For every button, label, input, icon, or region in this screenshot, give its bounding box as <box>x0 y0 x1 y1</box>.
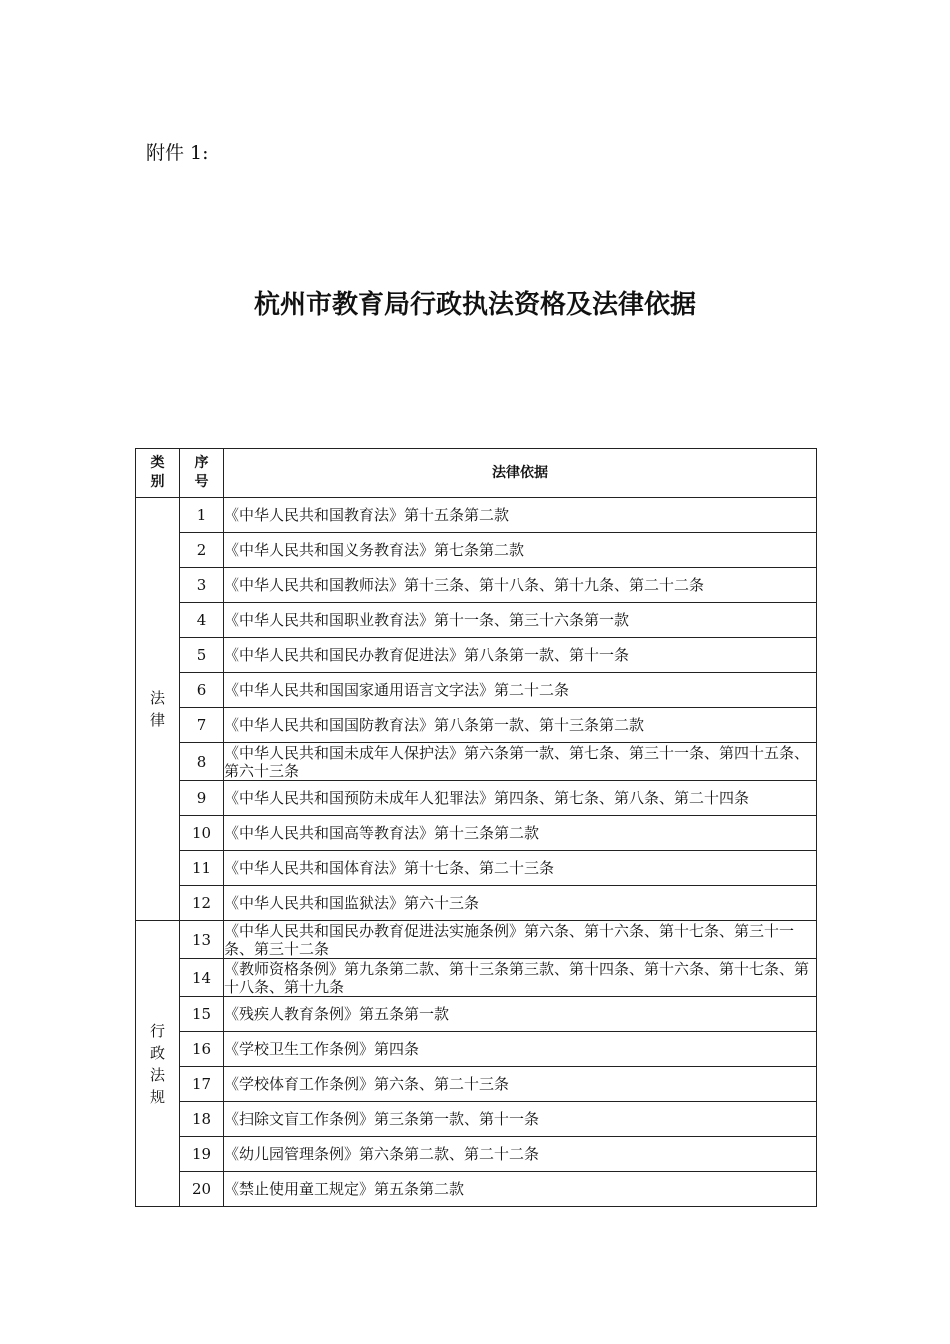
row-number: 18 <box>180 1102 224 1137</box>
category-cell <box>136 921 180 1207</box>
category-char: 政 <box>149 1043 165 1062</box>
row-number: 11 <box>180 851 224 886</box>
row-legal-basis: 《中华人民共和国预防未成年人犯罪法》第四条、第七条、第八条、第二十四条 <box>224 781 817 816</box>
row-number: 17 <box>180 1067 224 1102</box>
header-seq: 序 号 <box>180 449 224 498</box>
table-row <box>136 1172 817 1207</box>
row-legal-basis: 《中华人民共和国未成年人保护法》第六条第一款、第七条、第三十一条、第四十五条、第六十三条 <box>224 743 817 781</box>
table-row <box>136 886 817 921</box>
table-row <box>136 1032 817 1067</box>
table-row <box>136 568 817 603</box>
row-legal-basis: 《中华人民共和国义务教育法》第七条第二款 <box>224 533 817 568</box>
header-basis: 法律依据 <box>224 449 817 498</box>
category-char: 规 <box>149 1087 165 1106</box>
row-legal-basis: 《中华人民共和国国防教育法》第八条第一款、第十三条第二款 <box>224 708 817 743</box>
row-number: 16 <box>180 1032 224 1067</box>
row-number: 14 <box>180 959 224 997</box>
row-legal-basis: 《中华人民共和国高等教育法》第十三条第二款 <box>224 816 817 851</box>
category-char: 法 <box>149 1065 165 1084</box>
page-title: 杭州市教育局行政执法资格及法律依据 <box>253 290 696 320</box>
row-number: 5 <box>180 638 224 673</box>
table-row <box>136 743 817 781</box>
category-char: 行 <box>149 1021 165 1040</box>
table-row <box>136 1067 817 1102</box>
row-legal-basis: 《中华人民共和国教师法》第十三条、第十八条、第十九条、第二十二条 <box>224 568 817 603</box>
legal-basis-table <box>135 448 817 1207</box>
row-number: 4 <box>180 603 224 638</box>
table-row <box>136 673 817 708</box>
row-number: 3 <box>180 568 224 603</box>
table-row <box>136 1137 817 1172</box>
row-number: 20 <box>180 1172 224 1207</box>
row-legal-basis: 《中华人民共和国民办教育促进法实施条例》第六条、第十六条、第十七条、第三十一条、第三十二条 <box>224 921 817 959</box>
row-legal-basis: 《幼儿园管理条例》第六条第二款、第二十二条 <box>224 1137 817 1172</box>
row-number: 19 <box>180 1137 224 1172</box>
row-number: 12 <box>180 886 224 921</box>
attachment-label: 附件 1: <box>146 142 209 164</box>
row-legal-basis: 《中华人民共和国体育法》第十七条、第二十三条 <box>224 851 817 886</box>
table-row <box>136 603 817 638</box>
row-legal-basis: 《学校卫生工作条例》第四条 <box>224 1032 817 1067</box>
table-row <box>136 997 817 1032</box>
table-row <box>136 1102 817 1137</box>
row-legal-basis: 《扫除文盲工作条例》第三条第一款、第十一条 <box>224 1102 817 1137</box>
table-row <box>136 959 817 997</box>
row-legal-basis: 《中华人民共和国监狱法》第六十三条 <box>224 886 817 921</box>
row-legal-basis: 《禁止使用童工规定》第五条第二款 <box>224 1172 817 1207</box>
row-number: 1 <box>180 498 224 533</box>
row-number: 9 <box>180 781 224 816</box>
row-legal-basis: 《中华人民共和国民办教育促进法》第八条第一款、第十一条 <box>224 638 817 673</box>
category-char: 法 <box>149 689 165 707</box>
table-row <box>136 498 817 533</box>
table-header-row <box>136 449 817 498</box>
row-legal-basis: 《教师资格条例》第九条第二款、第十三条第三款、第十四条、第十六条、第十七条、第十八条、第十九条 <box>224 959 817 997</box>
row-number: 8 <box>180 743 224 781</box>
table-row <box>136 638 817 673</box>
row-number: 15 <box>180 997 224 1032</box>
row-number: 10 <box>180 816 224 851</box>
row-legal-basis: 《中华人民共和国国家通用语言文字法》第二十二条 <box>224 673 817 708</box>
row-legal-basis: 《中华人民共和国教育法》第十五条第二款 <box>224 498 817 533</box>
table-row <box>136 816 817 851</box>
table-row <box>136 851 817 886</box>
row-legal-basis: 《中华人民共和国职业教育法》第十一条、第三十六条第一款 <box>224 603 817 638</box>
category-cell <box>136 498 180 921</box>
row-legal-basis: 《学校体育工作条例》第六条、第二十三条 <box>224 1067 817 1102</box>
row-number: 13 <box>180 921 224 959</box>
category-char: 律 <box>149 711 165 729</box>
row-number: 2 <box>180 533 224 568</box>
header-category: 类 别 <box>136 449 180 498</box>
row-number: 7 <box>180 708 224 743</box>
row-number: 6 <box>180 673 224 708</box>
table-row <box>136 708 817 743</box>
table-row <box>136 781 817 816</box>
table-row <box>136 533 817 568</box>
table-body <box>136 498 817 1207</box>
table-row <box>136 921 817 959</box>
row-legal-basis: 《残疾人教育条例》第五条第一款 <box>224 997 817 1032</box>
